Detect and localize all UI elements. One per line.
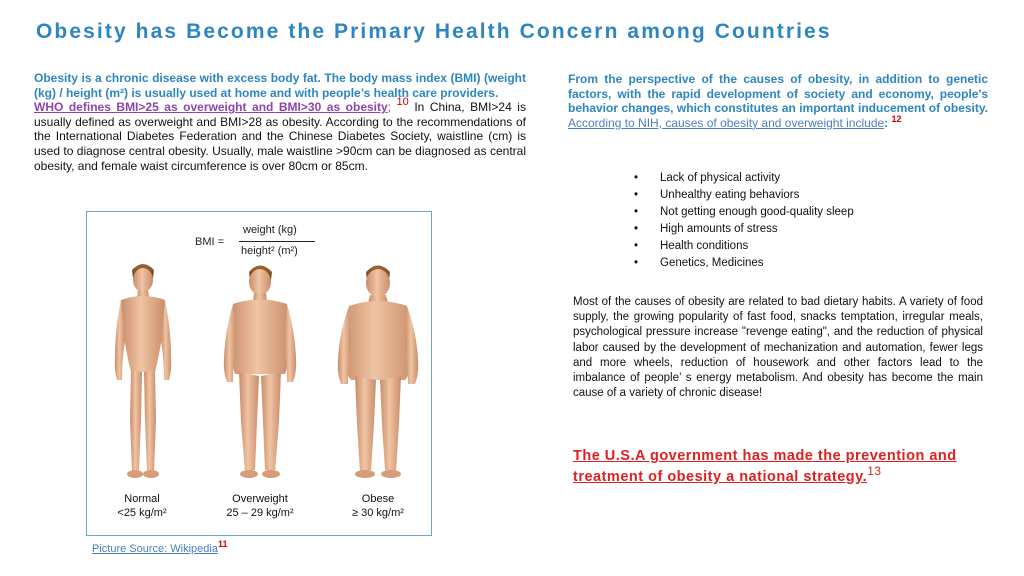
page-title: Obesity has Become the Primary Health Concern among Countries <box>36 20 832 43</box>
causes-intro-text: From the perspective of the causes of obesity, in addition to genetic factors, with the rapid development of society and economy, people's behavior changes, which constitutes an important inducement of obesity. <box>568 72 988 116</box>
category-name: Normal <box>124 493 160 505</box>
category-normal <box>87 492 197 520</box>
formula-numerator: weight (kg) <box>243 224 297 236</box>
category-range: <25 kg/m² <box>117 507 167 519</box>
category-overweight <box>205 492 315 520</box>
nih-link[interactable]: According to NIH, causes of obesity and overweight include <box>568 115 885 130</box>
nih-separator: : <box>884 115 889 130</box>
who-definition-link[interactable]: WHO defines BMI>25 as overweight and BMI>30 as obesity <box>34 100 388 115</box>
reference-13[interactable]: 13 <box>867 464 882 478</box>
category-obese <box>323 492 432 520</box>
list-item: • Health conditions <box>632 239 854 256</box>
list-item: • Not getting enough good-quality sleep <box>632 205 854 222</box>
obesity-definition <box>34 71 526 173</box>
who-separator: ; <box>387 100 392 115</box>
body-types-illustration <box>87 260 432 488</box>
category-range: ≥ 30 kg/m² <box>352 507 404 519</box>
list-item: • Lack of physical activity <box>632 171 854 188</box>
causes-list <box>632 171 854 273</box>
intro-text: Obesity is a chronic disease with excess body fat. The body mass index (BMI) (weight (kg) / height (m²) is usually used at home and with people’s health care providers. <box>34 71 526 100</box>
national-strategy-statement <box>573 446 983 488</box>
category-range: 25 – 29 kg/m² <box>226 507 294 519</box>
causes-intro <box>568 72 988 130</box>
list-item: • Unhealthy eating behaviors <box>632 188 854 205</box>
category-name: Overweight <box>232 493 288 505</box>
formula-denominator: height² (m²) <box>241 245 298 257</box>
bmi-figure <box>86 211 432 536</box>
reference-12[interactable]: 12 <box>891 113 902 124</box>
fraction-bar <box>239 241 315 242</box>
reference-10[interactable]: 10 <box>396 96 409 109</box>
obese-figure <box>338 266 418 479</box>
china-definition-text: In China, BMI>24 is usually defined as overweight and BMI>28 as obesity. According to the recommendations of the International Diabetes Federation and the Chinese Diabetes Society, waistline (cm) is used to diagnose central obesity. Usually, male waistline >90cm can be diagnosed as central obesity, and female waist circumference is over 80cm or 85cm. <box>34 100 526 173</box>
formula-label: BMI = <box>195 236 225 248</box>
normal-figure <box>115 264 172 478</box>
category-name: Obese <box>361 493 395 505</box>
overweight-figure <box>224 266 296 479</box>
list-item: • Genetics, Medicines <box>632 256 854 273</box>
source-text[interactable]: Picture Source: Wikipedia <box>92 543 218 555</box>
strategy-text: The U.S.A government has made the prevention and treatment of obesity a national strategy. <box>573 448 957 485</box>
picture-source-link[interactable]: Picture Source: Wikipedia11 <box>92 539 228 555</box>
dietary-causes-text: Most of the causes of obesity are related to bad dietary habits. A variety of food supply, the growing popularity of fast food, snacks temptation, irregular meals, psychological pressure increase "revenge eating", and the reduction of physical labor caused by the development of mechanization and automation, fewer legs and more wheels, reduction of housework and other factors lead to the imbalance of people’ s energy metabolism. And obesity has become the main cause of a variety of chronic disease! <box>573 296 983 400</box>
list-item: • High amounts of stress <box>632 222 854 239</box>
